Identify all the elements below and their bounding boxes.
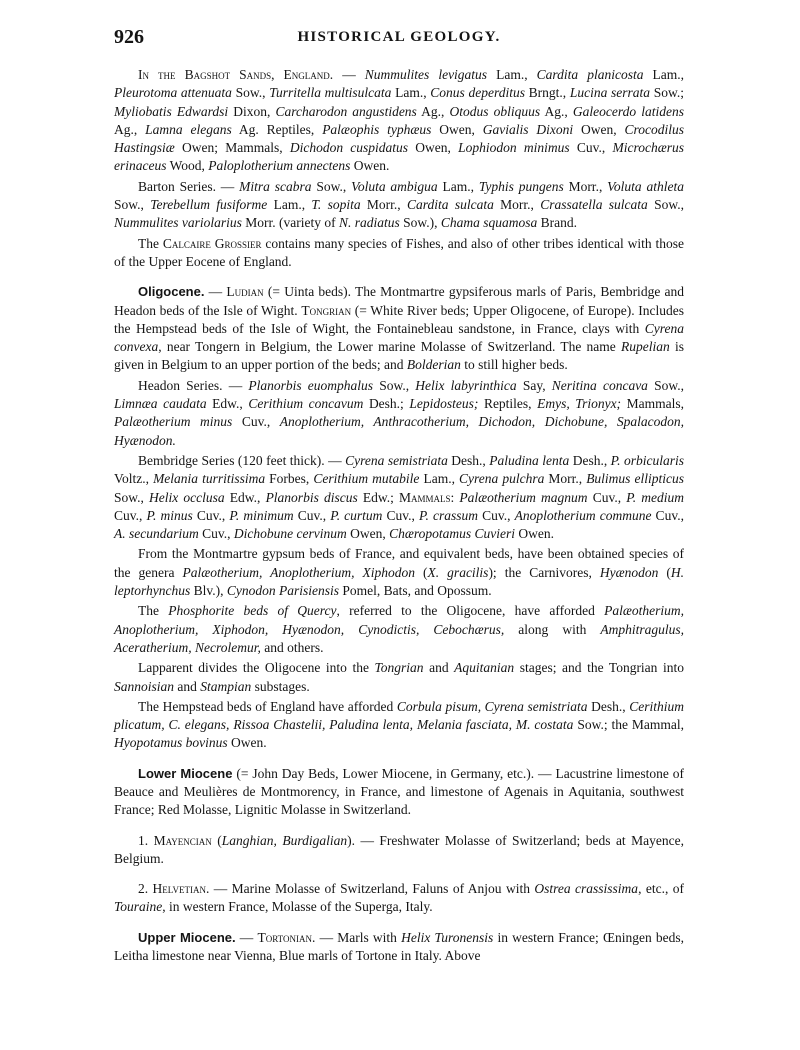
- taxon-name: Lophiodon minimus: [458, 140, 570, 156]
- taxon-name: Helix labyrinthica: [415, 377, 517, 393]
- taxon-name: Cardita sulcata: [407, 197, 494, 213]
- paragraph-montmartre-gypsum: From the Montmartre gypsum beds of France, and equivalent beds, have been obtained species of the genera Palæotherium, Anoplotherium, Xiphodon (X. gracilis); the Carnivores, Hyænodon (H. leptorhynchus Blv.), Cynodon Parisiensis Pomel, Bats, and Opossum.: [114, 546, 684, 599]
- smallcaps-term: Mayencian: [153, 832, 212, 848]
- taxon-name: Planorbis euomphalus: [248, 377, 374, 393]
- taxon-name: Lepidosteus;: [409, 396, 479, 412]
- taxon-name: Sannoisian: [114, 678, 175, 694]
- taxon-name: Phosphorite beds of Quercy: [168, 603, 337, 619]
- taxon-name: N. radiatus: [339, 215, 400, 231]
- taxon-name: P. orbicularis: [610, 452, 685, 468]
- paragraph-helvetian: 2. Helvetian. — Marine Molasse of Switzerland, Faluns of Anjou with Ostrea crassissima, etc., of Touraine, in western France, Molasse of the Superga, Italy.: [114, 881, 685, 915]
- taxon-name: P. crassum: [419, 507, 479, 523]
- smallcaps-term: In the Bagshot Sands, England.: [138, 67, 334, 82]
- taxon-name: Cyrena pulchra: [459, 471, 545, 487]
- smallcaps-term: Ludian: [226, 284, 264, 300]
- taxon-name: Cerithium plicatum, C. elegans, Rissoa Chastelii, Paludina lenta, Melania fasciata, M. costata: [114, 698, 684, 733]
- taxon-name: Paloplotherium annectens: [208, 158, 351, 174]
- taxon-name: Dichodon cuspidatus: [289, 140, 409, 156]
- taxon-name: Pleurotoma attenuata: [114, 85, 232, 101]
- section-heading: Oligocene.: [138, 284, 205, 300]
- taxon-name: Palæotherium, Anoplotherium, Xiphodon, Hyænodon, Cynodictis, Cebochærus,: [114, 603, 684, 637]
- taxon-name: Otodus obliquus: [449, 103, 541, 119]
- paragraph-upper-miocene: Upper Miocene. — Tortonian. — Marls with Helix Turonensis in western France; Œningen beds, Leitha limestone near Vienna, Blue marls of Tortone in Italy. Above: [114, 929, 684, 964]
- taxon-name: Palæotherium, Anoplotherium, Xiphodon: [182, 564, 416, 580]
- taxon-name: P. minimum: [229, 507, 294, 523]
- taxon-name: Limnæa caudata: [114, 396, 207, 412]
- taxon-name: Lamna elegans: [145, 121, 232, 137]
- taxon-name: Mitra scabra: [239, 178, 312, 194]
- taxon-name: P. minus: [146, 507, 193, 523]
- taxon-name: Nummulites levigatus: [364, 67, 488, 82]
- taxon-name: Cyrena convexa: [114, 320, 684, 355]
- taxon-name: P. medium: [626, 489, 684, 505]
- taxon-name: Myliobatis Edwardsi: [114, 103, 229, 119]
- body-text: [114, 66, 684, 967]
- taxon-name: Cyrena semistriata: [345, 452, 448, 468]
- taxon-name: Voluta athleta: [607, 178, 684, 194]
- paragraph-headon-series: Headon Series. — Planorbis euomphalus Sow., Helix labyrinthica Say, Neritina concava Sow., Limnæa caudata Edw., Cerithium concavum Desh.; Lepidosteus; Reptiles, Emys, Trionyx; Mammals, Palæotherium minus Cuv., Anoplotherium, Anthracotherium, Dichodon, Dichobune, Spalacodon, Hyænodon.: [114, 377, 684, 448]
- taxon-name: Cynodon Parisiensis: [226, 583, 340, 599]
- page-number: 926: [114, 26, 144, 48]
- taxon-name: P. curtum: [330, 507, 383, 523]
- taxon-name: Galeocerdo latidens: [572, 103, 684, 119]
- taxon-name: Helix Turonensis: [401, 929, 494, 945]
- paragraph-phosphorite-beds: The Phosphorite beds of Quercy, referred to the Oligocene, have afforded Palæotherium, Anoplotherium, Xiphodon, Hyænodon, Cynodictis, Cebochærus, along with Amphitragulus, Aceratherium, Necrolemur, and others.: [114, 603, 684, 655]
- taxon-name: Chama squamosa: [440, 215, 538, 231]
- taxon-name: Lucina serrata: [569, 85, 651, 101]
- taxon-name: Amphitragulus, Aceratherium, Necrolemur,: [114, 621, 684, 655]
- taxon-name: Neritina concava: [551, 377, 648, 393]
- paragraph-bembridge-series: Bembridge Series (120 feet thick). — Cyrena semistriata Desh., Paludina lenta Desh., P. orbicularis Voltz., Melania turritissima Forbes, Cerithium mutabile Lam., Cyrena pulchra Morr., Bulimus ellipticus Sow., Helix occlusa Edw., Planorbis discus Edw.; Mammals: Palæotherium magnum Cuv., P. medium Cuv., P. minus Cuv., P. minimum Cuv., P. curtum Cuv., P. crassum Cuv., Anoplotherium commune Cuv., A. secundarium Cuv., Dichobune cervinum Owen, Chæropotamus Cuvieri Owen.: [114, 452, 685, 542]
- taxon-name: Hyopotamus bovinus: [114, 735, 228, 751]
- smallcaps-term: Mammals:: [399, 489, 455, 505]
- taxon-name: Paludina lenta: [489, 452, 570, 468]
- taxon-name: Palæotherium minus: [114, 414, 233, 430]
- taxon-name: Dichobune cervinum: [233, 526, 347, 542]
- taxon-name: H. leptorhynchus: [114, 564, 684, 599]
- taxon-name: Microchærus erinaceus: [114, 140, 684, 174]
- section-heading: Upper Miocene.: [138, 929, 236, 945]
- taxon-name: Helix occlusa: [149, 489, 225, 505]
- paragraph-lower-miocene: Lower Miocene (= John Day Beds, Lower Miocene, in Germany, etc.). — Lacustrine limestone of Beauce and Meulières de Montmorency, in France, and limestone of Agenais in Aquitania, southwest France; Red Molasse, Lignitic Molasse in Switzerland.: [114, 765, 684, 818]
- taxon-name: Melania turritissima: [153, 471, 266, 487]
- taxon-name: Palæophis typhæus: [322, 121, 432, 137]
- taxon-name: Emys, Trionyx;: [537, 396, 622, 412]
- taxon-name: Langhian, Burdigalian: [221, 832, 348, 848]
- taxon-name: Aquitanian: [454, 660, 515, 676]
- paragraph-calcaire-grossier: The Calcaire Grossier contains many species of Fishes, and also of other tribes identical with those of the Upper Eocene of England.: [114, 235, 684, 269]
- taxon-name: T. sopita: [311, 197, 361, 213]
- taxon-name: Rupelian: [621, 339, 670, 355]
- taxon-name: Anoplotherium, Anthracotherium, Dichodon, Dichobune, Spalacodon, Hyænodon.: [114, 414, 684, 448]
- paragraph-hempstead-beds: The Hempstead beds of England have afforded Corbula pisum, Cyrena semistriata Desh., Cerithium plicatum, C. elegans, Rissoa Chastelii, Paludina lenta, Melania fasciata, M. costata Sow.; the Mammal, Hyopotamus bovinus Owen.: [114, 698, 684, 751]
- taxon-name: Cerithium mutabile: [313, 471, 420, 487]
- taxon-name: Chæropotamus Cuvieri: [389, 526, 515, 542]
- paragraph-lapparent: Lapparent divides the Oligocene into the Tongrian and Aquitanian stages; and the Tongrian into Sannoisian and Stampian substages.: [114, 660, 684, 694]
- section-heading: Lower Miocene: [138, 765, 233, 781]
- smallcaps-term: Calcaire Grossier: [162, 235, 262, 251]
- taxon-name: Bulimus ellipticus: [586, 471, 684, 487]
- taxon-name: Turritella multisulcata: [269, 85, 392, 101]
- smallcaps-term: Helvetian.: [152, 881, 210, 897]
- taxon-name: Cerithium concavum: [248, 396, 364, 412]
- paragraph-mayencian: 1. Mayencian (Langhian, Burdigalian). — Freshwater Molasse of Switzerland; beds at Mayence, Belgium.: [114, 832, 684, 866]
- taxon-name: Crocodilus Hastingsiæ: [114, 121, 684, 156]
- taxon-name: Nummulites variolarius: [114, 215, 242, 231]
- taxon-name: Conus deperditus: [430, 85, 525, 101]
- taxon-name: Anoplotherium commune: [514, 507, 652, 523]
- taxon-name: A. secundarium: [114, 526, 199, 542]
- taxon-name: Hyænodon: [599, 564, 659, 580]
- paragraph-barton-series: Barton Series. — Mitra scabra Sow., Voluta ambigua Lam., Typhis pungens Morr., Voluta athleta Sow., Terebellum fusiforme Lam., T. sopita Morr., Cardita sulcata Morr., Crassatella sulcata Sow., Nummulites variolarius Morr. (variety of N. radiatus Sow.), Chama squamosa Brand.: [114, 178, 684, 231]
- taxon-name: Ostrea crassissima: [534, 881, 639, 897]
- smallcaps-term: Tongrian: [301, 302, 352, 318]
- taxon-name: Carcharodon angustidens: [275, 103, 417, 119]
- taxon-name: Terebellum fusiforme: [150, 197, 268, 213]
- paragraph-bagshot-sands: In the Bagshot Sands, England. — Nummulites levigatus Lam., Cardita planicosta Lam., Pleurotoma attenuata Sow., Turritella multisulcata Lam., Conus deperditus Brngt., Lucina serrata Sow.; Myliobatis Edwardsi Dixon, Carcharodon angustidens Ag., Otodus obliquus Ag., Galeocerdo latidens Ag., Lamna elegans Ag. Reptiles, Palæophis typhæus Owen, Gavialis Dixoni Owen, Crocodilus Hastingsiæ Owen; Mammals, Dichodon cuspidatus Owen, Lophiodon minimus Cuv., Microchærus erinaceus Wood, Paloplotherium annectens Owen.: [114, 67, 685, 174]
- taxon-name: Voluta ambigua: [351, 178, 438, 194]
- page-header: [114, 26, 684, 52]
- taxon-name: Tongrian: [374, 660, 424, 676]
- taxon-name: Bolderian: [406, 357, 461, 373]
- taxon-name: Cardita planicosta: [536, 67, 644, 82]
- taxon-name: Typhis pungens: [478, 178, 564, 194]
- smallcaps-term: Tortonian.: [257, 929, 316, 945]
- taxon-name: Planorbis discus: [265, 489, 358, 505]
- paragraph-oligocene: Oligocene. — Ludian (= Uinta beds). The Montmartre gypsiferous marls of Paris, Bembridge and Headon beds of the Isle of Wight. Tongrian (= White River beds; Upper Oligocene, of Europe). Includes the Hempstead beds of the Isle of Wight, the Fontainebleau sandstone, in France, clays with Cyrena convexa, near Tongern in Belgium, the Lower marine Molasse of Switzerland. The name Rupelian is given in Belgium to an upper portion of the beds; and Bolderian to still higher beds.: [114, 284, 685, 373]
- taxon-name: Palæotherium magnum: [459, 489, 588, 505]
- taxon-name: Gavialis Dixoni: [482, 121, 574, 137]
- taxon-name: Crassatella sulcata: [540, 197, 648, 213]
- taxon-name: Corbula pisum, Cyrena semistriata: [396, 698, 588, 714]
- taxon-name: Stampian: [200, 678, 252, 694]
- taxon-name: X. gracilis: [427, 564, 489, 580]
- running-title: HISTORICAL GEOLOGY.: [297, 29, 501, 45]
- taxon-name: Touraine: [114, 899, 163, 915]
